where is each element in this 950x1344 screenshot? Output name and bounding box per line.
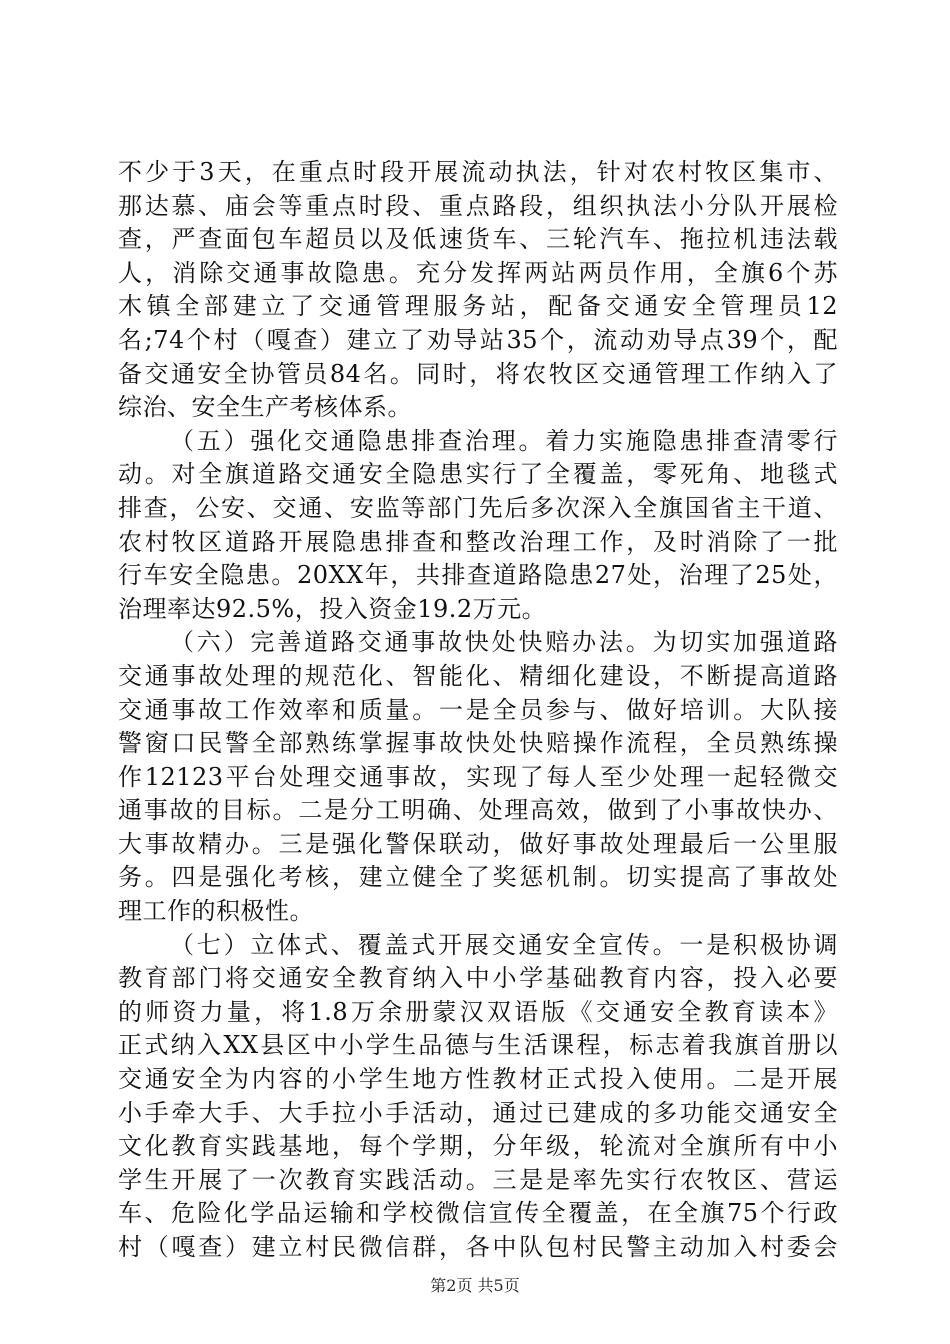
text-line: 人，消除交通事故隐患。充分发挥两站两员作用，全旗6个苏 bbox=[118, 258, 838, 287]
text-line: 正式纳入XX县区中小学生品德与生活课程，标志着我旗首册以 bbox=[118, 1031, 838, 1060]
text-line: 不少于3天，在重点时段开展流动执法，针对农村牧区集市、 bbox=[118, 158, 838, 186]
body-text bbox=[118, 156, 838, 1265]
text-line: 治理率达92.5%，投入资金19.2万元。 bbox=[118, 594, 547, 623]
text-line: 综治、安全生产考核体系。 bbox=[118, 393, 412, 422]
text-line: 动。对全旗道路交通安全隐患实行了全覆盖，零死角、地毯式 bbox=[118, 460, 838, 489]
text-line: 理工作的积极性。 bbox=[118, 897, 314, 926]
text-line: 备交通安全协管员84名。同时，将农牧区交通管理工作纳入了 bbox=[118, 359, 838, 388]
text-line: 名;74个村（嘎查）建立了劝导站35个，流动劝导点39个，配 bbox=[118, 325, 838, 354]
text-line: 行车安全隐患。20XX年，共排查道路隐患27处，治理了25处， bbox=[118, 561, 838, 590]
text-line: 作12123平台处理交通事故，实现了每人至少处理一起轻微交 bbox=[118, 762, 838, 791]
text-line: 通事故的目标。二是分工明确、处理高效，做到了小事故快办、 bbox=[118, 796, 838, 825]
text-line: 交通安全为内容的小学生地方性教材正式投入使用。二是开展 bbox=[118, 1065, 838, 1094]
text-line: 查，严查面包车超员以及低速货车、三轮汽车、拖拉机违法载 bbox=[118, 225, 838, 254]
text-line: 的师资力量，将1.8万余册蒙汉双语版《交通安全教育读本》 bbox=[118, 997, 838, 1026]
text-line: 大事故精办。三是强化警保联动，做好事故处理最后一公里服 bbox=[118, 829, 838, 858]
text-line: 警窗口民警全部熟练掌握事故快处快赔操作流程，全员熟练操 bbox=[118, 729, 838, 758]
text-line: （七）立体式、覆盖式开展交通安全宣传。一是积极协调 bbox=[170, 930, 838, 959]
text-line: 小手牵大手、大手拉小手活动，通过已建成的多功能交通安全 bbox=[118, 1098, 838, 1127]
text-line: （六）完善道路交通事故快处快赔办法。为切实加强道路 bbox=[170, 628, 838, 657]
text-line: 排查，公安、交通、安监等部门先后多次深入全旗国省主干道、 bbox=[118, 493, 838, 522]
text-line: 教育部门将交通安全教育纳入中小学基础教育内容，投入必要 bbox=[118, 964, 838, 993]
text-line: 村（嘎查）建立村民微信群，各中队包村民警主动加入村委会 bbox=[118, 1233, 838, 1261]
text-line: 文化教育实践基地，每个学期，分年级，轮流对全旗所有中小 bbox=[118, 1132, 838, 1161]
text-line: 务。四是强化考核，建立健全了奖惩机制。切实提高了事故处 bbox=[118, 863, 838, 892]
text-line: 交通事故处理的规范化、智能化、精细化建设，不断提高道路 bbox=[118, 661, 838, 690]
text-line: （五）强化交通隐患排查治理。着力实施隐患排查清零行 bbox=[170, 426, 838, 455]
page-footer: 第2页 共5页 bbox=[430, 1276, 520, 1295]
text-line: 交通事故工作效率和质量。一是全员参与、做好培训。大队接 bbox=[118, 695, 838, 724]
text-line: 那达慕、庙会等重点时段、重点路段，组织执法小分队开展检 bbox=[118, 191, 838, 220]
text-line: 农村牧区道路开展隐患排查和整改治理工作，及时消除了一批 bbox=[118, 527, 838, 556]
text-line: 木镇全部建立了交通管理服务站，配备交通安全管理员12 bbox=[118, 292, 838, 321]
text-line: 车、危险化学品运输和学校微信宣传全覆盖，在全旗75个行政 bbox=[118, 1199, 838, 1228]
text-line: 学生开展了一次教育实践活动。三是是率先实行农牧区、营运 bbox=[118, 1165, 838, 1194]
